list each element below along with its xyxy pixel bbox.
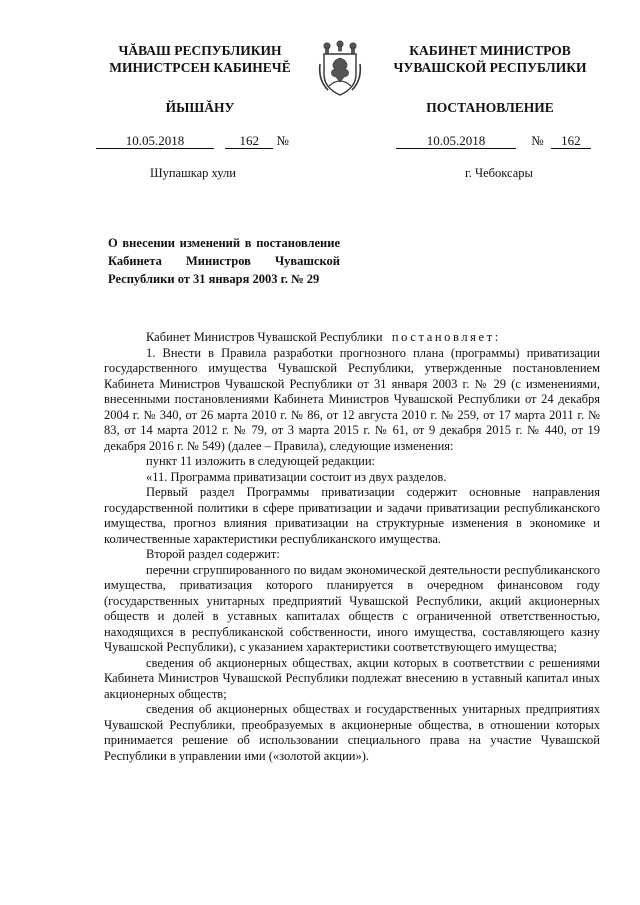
doc-kind-chuvash: ЙЫШĂНУ [165, 100, 235, 115]
date-chuvash: 10.05.2018 [96, 134, 214, 149]
number-chuvash: 162 [225, 134, 273, 149]
paragraph: «11. Программа приватизации состоит из двух разделов. [146, 469, 447, 484]
issuer-russian [370, 42, 610, 76]
date-number-chuvash [96, 133, 289, 149]
paragraph: перечни сгруппированного по видам экономической деятельности республиканского имущества, приватизация которого планируется в очередном финансовом году (государственных унитарных предприятий Чувашской Республики, акций акционерных обществ и долей в уставных капиталах обществ с ограниченной ответственностью, находящихся в республиканской собственности, иного имущества, составляющего казну Чувашской Республики), с указанием характеристики соответствующего имущества; [104, 562, 600, 654]
issuer-russian-line1: КАБИНЕТ МИНИСТРОВ [409, 43, 571, 58]
doc-kind-russian: ПОСТАНОВЛЕНИЕ [426, 100, 554, 115]
number-sign-chuvash: № [276, 133, 289, 148]
issuer-chuvash [95, 42, 305, 76]
preamble [104, 330, 600, 346]
city-russian: г. Чебоксары [465, 166, 533, 180]
date-russian: 10.05.2018 [396, 134, 516, 149]
number-sign-russian: № [531, 133, 544, 148]
preamble-subject: Кабинет Министров Чувашской Республики [146, 330, 383, 344]
paragraph: 1. Внести в Правила разработки прогнозного плана (программы) приватизации государственного имущества Чувашской Республики, утвержденные постановлением Кабинета Министров Чувашской Республики от 31 января 2003 г. № 29 (с изменениями, внесенными постановлениями Кабинета Министров Чувашской Республики от 24 декабря 2004 г. № 340, от 26 марта 2010 г. № 86, от 12 августа 2010 г. № 259, от 17 марта 2011 г. № 83, от 14 марта 2012 г. № 79, от 3 марта 2015 г. № 61, от 9 декабря 2015 г. № 440, от 19 декабря 2016 г. № 549) (далее – Правила), следующие изменения: [104, 345, 600, 453]
paragraph: Второй раздел содержит: [146, 547, 280, 561]
issuer-chuvash-line1: ЧĂВАШ РЕСПУБЛИКИН [118, 43, 282, 58]
document-title: О внесении изменений в постановление Кабинета Министров Чувашской Республики от 31 января 2003 г. № 29 [108, 236, 340, 286]
date-number-russian [396, 133, 591, 149]
city-chuvash: Шупашкар хули [150, 166, 236, 180]
number-russian: 162 [551, 134, 591, 149]
preamble-verb: постановляет: [391, 330, 501, 344]
issuer-russian-line2: ЧУВАШСКОЙ РЕСПУБЛИКИ [393, 60, 587, 75]
paragraph: пункт 11 изложить в следующей редакции: [146, 454, 375, 468]
issuer-chuvash-line2: МИНИСТРСЕН КАБИНЕЧĔ [109, 60, 291, 75]
paragraph: сведения об акционерных обществах и государственных унитарных предприятиях Чувашской Республики, преобразуемых в акционерные общества, в отношении которых принимается решение об использовании специального права на участие Чувашской Республики в управлении ими («золотой акции»). [104, 702, 600, 763]
coat-of-arms-icon [316, 40, 364, 98]
document-body [104, 330, 600, 764]
paragraph: Первый раздел Программы приватизации содержит основные направления государственной политики в сфере приватизации и задачи приватизации республиканского имущества, прогноз влияния приватизации на структурные изменения в экономике и количественные характеристики республиканского имущества. [104, 485, 600, 546]
paragraph: сведения об акционерных обществах, акции которых в соответствии с решениями Кабинета Министров Чувашской Республики подлежат внесению в уставный капитал иных акционерных обществ; [104, 655, 600, 701]
